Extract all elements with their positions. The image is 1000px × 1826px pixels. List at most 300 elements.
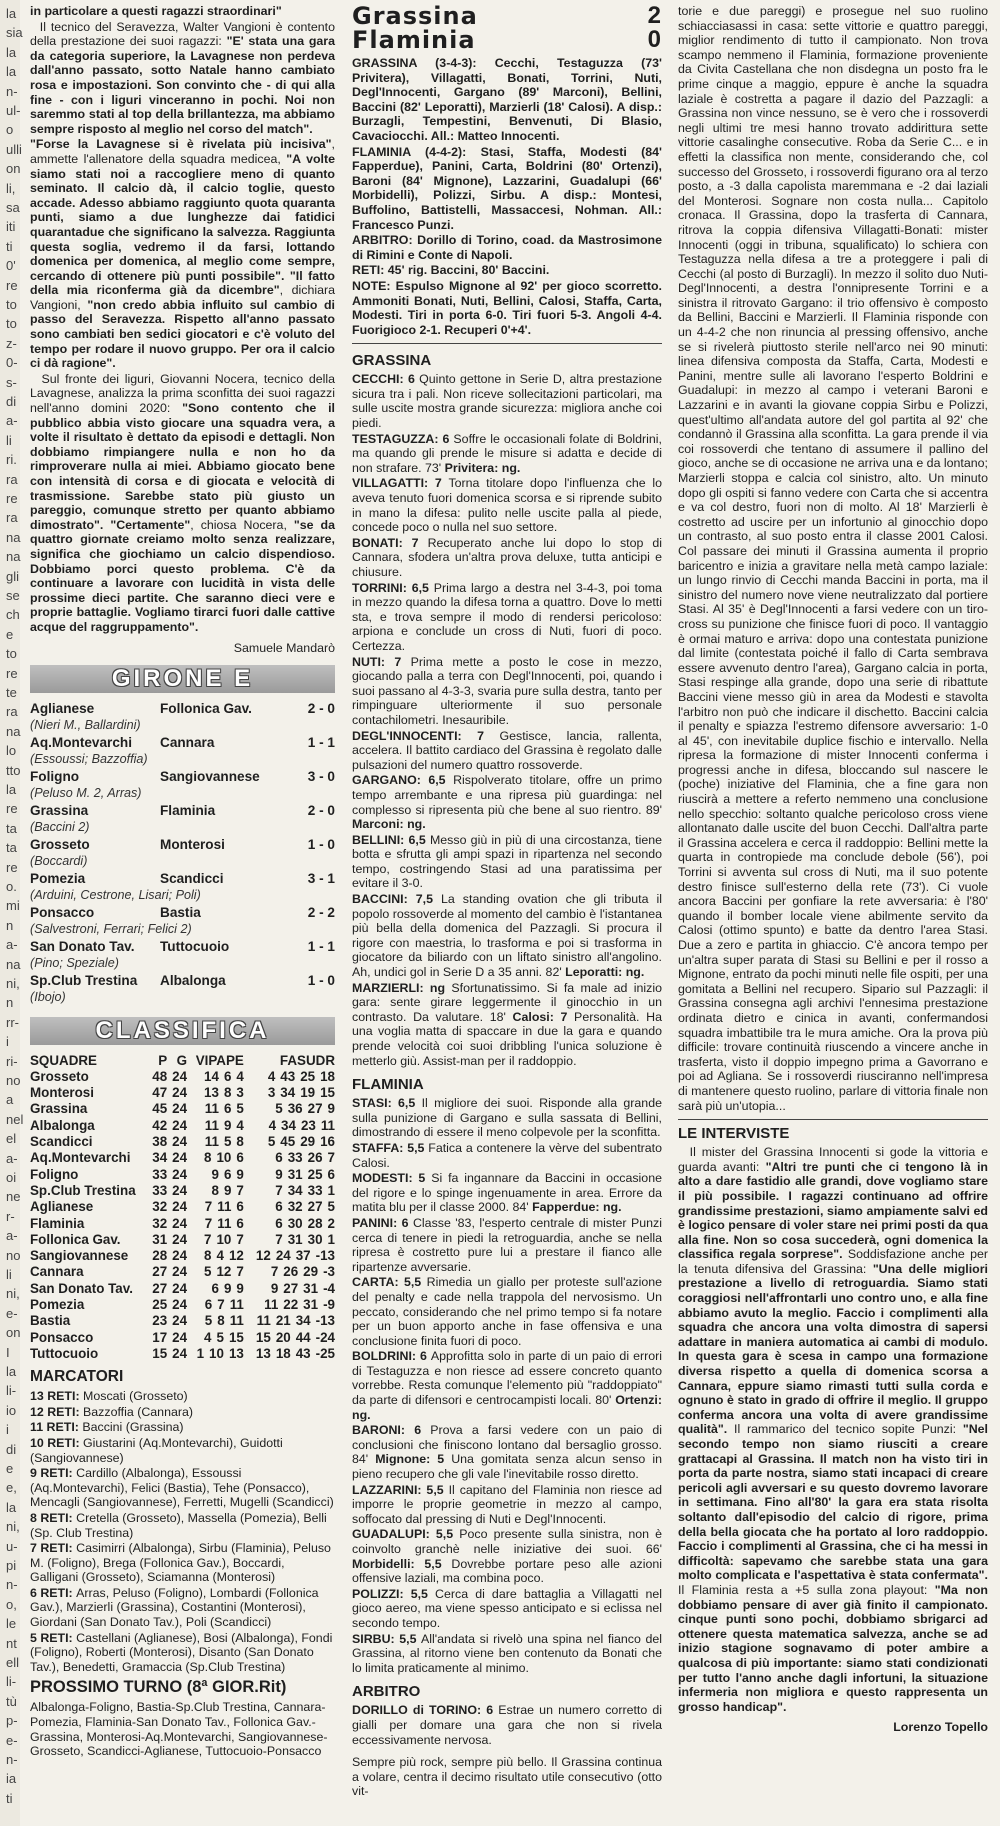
- stat-cell: [244, 1346, 335, 1362]
- stat-value: 7: [204, 1199, 213, 1215]
- player-rating: [352, 1275, 662, 1348]
- result-row: [30, 905, 335, 939]
- marcatori-title: MARCATORI: [30, 1368, 124, 1386]
- gutter-fragment: ni,: [6, 1286, 20, 1302]
- marcatori-goals: 5 RETI:: [30, 1630, 77, 1645]
- result-away: Monterosi: [160, 836, 225, 852]
- stat-value: 22: [283, 1296, 299, 1312]
- gutter-fragment: e: [6, 626, 14, 642]
- stat-cell: [167, 1248, 187, 1264]
- standings-row: [30, 1264, 335, 1280]
- column-left: [30, 4, 335, 1760]
- gutter-fragment: n-: [6, 83, 18, 99]
- stat-value: 13: [204, 1085, 219, 1101]
- gutter-fragment: na: [6, 723, 21, 739]
- rating-body: Cerca di dare battaglia a Villagatti nel gioco aereo, ma viene spesso anticipato e si eclissa nel secondo tempo.: [352, 1586, 662, 1630]
- header-label: A: [287, 1052, 298, 1068]
- stat-value: 11: [204, 1101, 219, 1117]
- stat-value: 31: [152, 1231, 168, 1247]
- stat-cell: [147, 1150, 167, 1166]
- player-rating: [352, 981, 662, 1069]
- result-away: Flaminia: [160, 802, 216, 818]
- standings-row: [30, 1069, 335, 1085]
- stat-value: 25: [152, 1296, 168, 1312]
- rating-tail: Ortenzi: ng.: [352, 1393, 662, 1422]
- stat-value: 5: [204, 1313, 213, 1329]
- stat-cell: [244, 1297, 335, 1313]
- marcatori-goals: 7 RETI:: [30, 1541, 77, 1556]
- marcatori-row: [30, 1405, 335, 1420]
- gutter-fragment: z-: [6, 335, 17, 351]
- stat-cell: [187, 1069, 244, 1085]
- iv-p3-quote: "Nel secondo tempo non siamo riusciti a creare grattacapi al Grassina. Il match non ha visto tiri in porta da parte nostra, siamo stati incapaci di creare pericoli agli avversari e su questo dovremo lavorare in settimana. Fino all'80' la gara era stata risolta soltanto dall'episodio del calcio di rigore, prima della bella giocata che ha portato al loro raddoppio. Faccio i complimenti al Grassina, che ci ha messi in difficoltà: sapevamo che sarebbe stata una gara molto complicata e l'aspettativa è stata confermata".: [678, 1422, 988, 1583]
- stat-value: 24: [275, 1248, 291, 1264]
- stat-cell: [244, 1313, 335, 1329]
- result-score: 2 - 0: [307, 802, 335, 818]
- header-label: G: [176, 1052, 188, 1068]
- stat-value: 10: [216, 1231, 232, 1247]
- stat-value: 23: [152, 1313, 168, 1329]
- rating-body: Recuperato anche lui dopo lo stop di Cannara, sfodera un'altra prova deluxe, tutta anticipi e chiusure.: [352, 535, 662, 579]
- gutter-fragment: li,: [6, 180, 16, 196]
- gutter-fragment: ulli: [6, 141, 22, 157]
- gutter-fragment: ni,: [6, 1519, 20, 1535]
- iv-p1-text: Il mister del Grassina Innocenti si gode la vittoria e guarda avanti:: [678, 1145, 989, 1174]
- result-away: Tuttocuoio: [160, 938, 230, 954]
- stat-value: 28: [307, 1215, 323, 1231]
- rating-tail: Morbidelli: 5,5: [352, 1556, 442, 1571]
- rating-body: Poco presente sulla sinistra, non è coinvolto granchè nelle iniziative dei suoi. 66': [352, 1527, 662, 1556]
- stat-value: 24: [172, 1231, 188, 1247]
- stat-value: 7: [236, 1264, 244, 1280]
- stat-value: 8: [204, 1248, 212, 1264]
- stat-value: -13: [315, 1313, 335, 1329]
- stat-value: 33: [152, 1166, 168, 1182]
- gutter-fragment: lo: [6, 743, 17, 759]
- p2-quote-2: "A volte siamo stati noi a raccogliere meno di quanto seminato. Il calcio dà, il calcio toglie, questo accade. Adesso abbiamo raggiunto quota quaranta punti, siamo a due lunghezze dai fatidici quarantadue che significano la salvezza. Raggiunta questa soglia, vedremo il da farsi, lottando domenica per domenica, al meglio come sempre, cercando di ottenere più punti possibile". "Il fatto della mia riconferma già da dicembre": [30, 151, 336, 298]
- stat-value: 42: [152, 1117, 168, 1133]
- gutter-fragment: te: [6, 685, 17, 700]
- stat-value: 34: [287, 1182, 303, 1198]
- team-name-cell: [30, 1199, 147, 1215]
- gutter-fragment: la: [6, 1364, 17, 1379]
- gutter-fragment: a-: [6, 413, 18, 429]
- stat-cell: [147, 1183, 167, 1199]
- rating-tail: Mignone: 5: [375, 1452, 445, 1467]
- stat-cell: [147, 1118, 167, 1134]
- interviste-text: [678, 1145, 988, 1714]
- prossimo-turno-title: PROSSIMO TURNO (8ª GIOR.Rit): [30, 1678, 287, 1697]
- gutter-fragment: la: [6, 782, 17, 797]
- stat-value: -4: [323, 1280, 335, 1296]
- marcatori-players: Casimirri (Albalonga), Sirbu (Flaminia), Peluso M. (Foligno), Brega (Follonica Gav.), Boccardi, Galligani (Grosseto), Sciamanna (Monterosi): [30, 1541, 331, 1585]
- stat-value: 18: [275, 1345, 291, 1361]
- result-row: [30, 803, 335, 837]
- rating-tail: Privitera: ng.: [444, 460, 521, 475]
- team-name-cell: [30, 1297, 147, 1313]
- result-scorers: (Baccini 2): [30, 819, 90, 834]
- stat-cell: [147, 1101, 167, 1117]
- standings-row: [30, 1134, 335, 1150]
- gutter-fragment: el: [6, 1131, 17, 1147]
- gutter-fragment: nel: [6, 1111, 24, 1127]
- gutter-fragment: se: [6, 588, 20, 603]
- rating-lead: SIRBU: 5,5: [352, 1631, 422, 1646]
- gutter-fragment: no: [6, 1247, 21, 1263]
- stat-value: 29: [300, 1134, 316, 1150]
- standings-row: [30, 1248, 335, 1264]
- stat-value: 24: [172, 1101, 188, 1117]
- stat-value: Bastia: [30, 1313, 71, 1329]
- gutter-fragment: li: [6, 1267, 12, 1282]
- gutter-fragment: na: [6, 529, 21, 545]
- stat-value: 7: [275, 1231, 283, 1247]
- stat-value: Monterosi: [30, 1085, 94, 1101]
- stat-value: 7: [270, 1264, 279, 1280]
- marcatori-players: Cretella (Grosseto), Massella (Pomezia), Belli (Sp. Club Trestina): [30, 1510, 327, 1540]
- p1-text: Il tecnico del Seravezza, Walter Vangioni è contento della prestazione dei suoi ragazzi:: [30, 19, 335, 49]
- stat-cell: [187, 1118, 244, 1134]
- left-gutter: [0, 0, 24, 1826]
- stat-value: 6: [204, 1296, 213, 1312]
- stat-value: 6: [223, 1101, 232, 1117]
- gutter-fragment: n: [6, 995, 14, 1011]
- gutter-fragment: a-: [6, 937, 18, 953]
- rating-body: Il migliore dei suoi. Risponde alla grande sulla punizione di Gargano e sulla sassata di Bellini, dimostrando di essere il meno colpevole per la sconfitta.: [352, 1096, 662, 1140]
- gutter-fragment: la: [6, 1499, 17, 1515]
- stat-cell: [167, 1118, 187, 1134]
- standings-header: [30, 1053, 335, 1069]
- rating-body: La standing ovation che gli tributa il popolo rossoverde al momento del cambio è l'istantanea più bella della domenica del Pazzagli. Si procura il rigore con maestria, lo trasforma e poi si trasforma in giocatore da biliardo con un liftato sinistro all'angolino. Ah, undici gol in Serie D a 35 anni. 82': [352, 892, 662, 980]
- marcatori-row: [30, 1389, 335, 1404]
- gutter-fragment: u-: [6, 1538, 18, 1554]
- stat-cell: [147, 1134, 167, 1150]
- result-away: Bastia: [160, 904, 201, 920]
- stat-value: 5: [216, 1329, 224, 1345]
- rating-lead: TESTAGUZZA: 6: [352, 431, 454, 446]
- gutter-fragment: iti: [6, 219, 16, 235]
- result-home: Aq.Montevarchi: [30, 734, 132, 750]
- stat-cell: [244, 1248, 335, 1264]
- stat-cell: [187, 1085, 244, 1101]
- header-label: PE: [225, 1052, 244, 1068]
- rating-lead: BONATI: 7: [352, 535, 428, 550]
- marcatori-goals: 6 RETI:: [30, 1585, 77, 1600]
- standings-row: [30, 1150, 335, 1166]
- marcatori-row: [30, 1420, 335, 1435]
- rating-lead: BARONI: 6: [352, 1423, 431, 1438]
- rating-body: Prova a farsi vedere con un paio di conclusioni che finiscono lontano dal bersaglio grosso. 84': [352, 1423, 662, 1467]
- result-row: [30, 837, 335, 871]
- result-away: Sangiovannese: [160, 768, 260, 784]
- stat-cell: [167, 1150, 187, 1166]
- gutter-fragment: ri-: [6, 1053, 18, 1069]
- result-score: 1 - 0: [307, 836, 335, 852]
- stat-cell: [167, 1330, 187, 1346]
- stat-value: 24: [172, 1150, 188, 1166]
- stat-cell: [167, 1069, 187, 1085]
- stat-cell: [167, 1313, 187, 1329]
- result-row: [30, 701, 335, 735]
- stat-value: Sangiovannese: [30, 1248, 129, 1264]
- team-name-cell: [30, 1101, 147, 1117]
- player-rating: [352, 1349, 662, 1422]
- rating-body: Prima mette a posto le cose in mezzo, giocando palla a terra con Degl'Innocenti, poi, quando i suoi passano al 4-3-3, svaria pure sulla destra, tanto per rimpinguare ulteriormente il suo personale contachilometri. Inesauribile.: [352, 654, 662, 727]
- stat-value: 11: [217, 1199, 232, 1215]
- stat-value: 15: [255, 1329, 271, 1345]
- rating-lead: CARTA: 5,5: [352, 1275, 427, 1290]
- marcatori-goals: 12 RETI:: [30, 1404, 84, 1419]
- stat-cell: [147, 1216, 167, 1232]
- gutter-fragment: ra: [6, 704, 18, 720]
- column-middle: [352, 4, 662, 1800]
- stat-cell: [167, 1101, 187, 1117]
- gutter-fragment: to: [6, 297, 17, 312]
- stat-cell: [147, 1069, 167, 1085]
- girone-banner: GIRONE E: [30, 665, 335, 693]
- author-signature: Samuele Mandarò: [233, 640, 335, 655]
- standings-row: [30, 1118, 335, 1134]
- result-away: Scandicci: [160, 870, 224, 886]
- stat-value: 12: [228, 1248, 244, 1264]
- stat-value: 43: [280, 1068, 296, 1084]
- player-rating: [352, 536, 662, 580]
- player-rating: [352, 833, 662, 891]
- stat-value: 27: [307, 1199, 323, 1215]
- stat-value: 4: [236, 1068, 244, 1084]
- stat-value: 32: [152, 1215, 168, 1231]
- gutter-fragment: re: [6, 491, 18, 506]
- stat-value: 5: [223, 1134, 232, 1150]
- player-rating: [352, 773, 662, 831]
- stat-value: 31: [303, 1280, 319, 1296]
- gutter-fragment: di: [6, 1441, 17, 1457]
- stat-value: 10: [216, 1150, 232, 1166]
- player-rating: [352, 476, 662, 534]
- gutter-fragment: li-: [6, 1383, 17, 1399]
- stat-value: 24: [172, 1345, 188, 1361]
- interviste-title: LE INTERVISTE: [678, 1125, 790, 1143]
- rating-lead: CECCHI: 6: [352, 372, 420, 387]
- stat-cell: [147, 1232, 167, 1248]
- gutter-fragment: li: [6, 432, 12, 448]
- standings-row: [30, 1330, 335, 1346]
- prossimo-turno-text: Albalonga-Foligno, Bastia-Sp.Club Trestina, Cannara-Pomezia, Flaminia-San Donato Tav., Follonica Gav.-Grassina, Monterosi-Aq.Montevarchi, Sangiovannese-Grosseto, Scandicci-Aglianese, Tuttocuoio-Ponsacco: [30, 1700, 328, 1759]
- team-name-cell: [30, 1150, 147, 1166]
- arbitro-rating-lead: DORILLO di TORINO: 6: [352, 1703, 499, 1718]
- stat-value: 1: [196, 1345, 205, 1361]
- stat-cell: [244, 1330, 335, 1346]
- rating-body: Messo giù in più di una circostanza, tiene botta e sfrutta gli ampi spazi in ripartenza nel secondo tempo, costringendo Stasi ad una paratissima per evitare il 3-0.: [352, 832, 662, 891]
- rating-lead: MARZIERLI: ng: [352, 980, 452, 995]
- gutter-fragment: i: [6, 1034, 9, 1050]
- marcatori-row: [30, 1631, 335, 1675]
- stat-value: 6: [236, 1199, 244, 1215]
- stat-value: 8: [223, 1085, 232, 1101]
- intro-line: in particolare a questi ragazzi straordinari": [30, 4, 282, 18]
- marcatori-row: [30, 1586, 335, 1630]
- team-name-cell: [30, 1167, 147, 1183]
- gutter-fragment: o.: [6, 879, 17, 894]
- result-score: 1 - 1: [307, 734, 335, 750]
- gutter-fragment: ia: [6, 1771, 17, 1787]
- team-name-cell: [30, 1232, 147, 1248]
- stat-value: 32: [152, 1199, 168, 1215]
- stat-value: 5: [267, 1134, 276, 1150]
- stat-value: 27: [307, 1101, 323, 1117]
- stat-value: 11: [320, 1117, 335, 1133]
- stat-value: 27: [152, 1264, 168, 1280]
- stat-value: -3: [323, 1264, 335, 1280]
- player-rating: [352, 892, 662, 980]
- stat-value: 26: [307, 1150, 323, 1166]
- player-rating: [352, 729, 662, 773]
- player-rating: [352, 1632, 662, 1676]
- stat-value: 8: [217, 1313, 225, 1329]
- stat-value: 30: [307, 1231, 323, 1247]
- stat-value: 30: [287, 1215, 303, 1231]
- result-score: 1 - 1: [307, 938, 335, 954]
- header-label: P: [158, 1052, 168, 1068]
- stat-value: -24: [315, 1329, 335, 1345]
- stat-cell: [244, 1281, 335, 1297]
- team-name-cell: [30, 1330, 147, 1346]
- stat-value: 24: [172, 1296, 188, 1312]
- stat-value: 7: [275, 1182, 283, 1198]
- gutter-fragment: p-: [6, 1713, 18, 1729]
- stat-value: 34: [281, 1117, 296, 1133]
- p3-text-2: , chiosa Nocera,: [190, 517, 294, 532]
- stat-cell: [244, 1216, 335, 1232]
- gutter-fragment: na: [6, 956, 21, 972]
- stat-value: -13: [315, 1248, 335, 1264]
- rating-lead: DEGL'INNOCENTI: 7: [352, 728, 500, 743]
- rating-after: Una gomitata senza alcun senso in pieno recupero che gli vale l'inevitabile rosso diretto.: [352, 1452, 663, 1482]
- rating-body: Si fa ingannare da Baccini in occasione del rigore e lo spinge ingenuamente in area. Errore da matita blu per il classe 2000. 84': [352, 1171, 662, 1215]
- stat-value: Grassina: [30, 1101, 88, 1117]
- header-label: SU: [297, 1052, 316, 1068]
- standings-header-cell: [187, 1053, 244, 1069]
- stat-cell: [167, 1264, 187, 1280]
- lineup-home: GRASSINA (3-4-3): Cecchi, Testaguzza (73' Privitera), Villagatti, Bonati, Torrini, Nuti, Degl'Innocenti, Gargano (89' Marconi), Bellini, Baccini (82' Leporatti), Marzierli (18' Calosi). A disp.: Burzagli, Tempestini, Benvenuti, Di Blasio, Cavaciocchi. All.: Matteo Innocenti.: [352, 56, 662, 143]
- player-rating: [352, 1096, 662, 1140]
- stat-value: 36: [287, 1101, 303, 1117]
- stat-value: 4: [268, 1117, 277, 1133]
- gutter-fragment: to: [6, 316, 17, 332]
- gutter-fragment: oi: [6, 1170, 17, 1185]
- grassina-ratings-title: GRASSINA: [352, 352, 432, 370]
- gutter-fragment: la: [6, 44, 17, 60]
- stat-cell: [244, 1264, 335, 1280]
- team-name-cell: [30, 1118, 147, 1134]
- note-line: NOTE: Espulso Mignone al 92' per gioco scorretto. Ammoniti Bonati, Nuti, Bellini, Calosi, Staffa, Carta, Modesti. Tiri in porta 6-0. Tiri fuori 5-3. Angoli 4-4. Fuorigioco 2-1. Recuperi 0'+4'.: [352, 278, 662, 337]
- stat-cell: [187, 1313, 244, 1329]
- stat-cell: [244, 1167, 335, 1183]
- stat-value: 24: [172, 1215, 188, 1231]
- p1-quote: "E' stata una gara da categoria superiore, la Lavagnese non perdeva dall'anno passato, sotto Natale hanno cambiato rosa e impostazioni. Son convinto che - di qui alla fine - con i liguri vinceranno in pochi. Noi non saremmo stati al top della brillantezza, ma abbiamo sempre risposto al meglio nel corso del match".: [30, 34, 335, 136]
- p3-quote-1: "Sono contento che il pubblico abbia visto giocare una squadra vera, a volte il risultato è dettato da episodi e dettagli. Non dobbiamo rimpiangere nulla e non ho da rimproverare nulla ai miei. Abbiamo giocato bene con intensità di corsa e di giocata e velocità di trasmissione. Sarebbe stato più giusto un pareggio, comunque stretto per quanto abbiamo dimostrato". "Certamente": [30, 401, 335, 532]
- stat-value: 31: [303, 1296, 319, 1312]
- stat-value: 4: [267, 1068, 276, 1084]
- team-name-cell: [30, 1085, 147, 1101]
- stat-value: 31: [287, 1166, 303, 1182]
- result-home: Sp.Club Trestina: [30, 972, 138, 988]
- stat-cell: [244, 1199, 335, 1215]
- team-name-cell: [30, 1346, 147, 1362]
- gutter-fragment: 0': [6, 258, 16, 274]
- standings-row: [30, 1232, 335, 1248]
- stat-value: 24: [172, 1329, 188, 1345]
- gutter-fragment: ul-: [6, 103, 21, 118]
- rating-lead: GUADALUPI: 5,5: [352, 1527, 460, 1542]
- lineup-away: FLAMINIA (4-4-2): Stasi, Staffa, Modesti (84' Fapperdue), Panini, Carta, Boldrini (80' Ortenzi), Baroni (84' Mignone), Lazzarini, Guadalupi (66' Morbidelli), Polizzi, Sirbu. A disp.: Montesi, Buffolino, Battistelli, Massaccesi, Nohman. All.: Francesco Punzi.: [352, 144, 662, 232]
- stat-value: 45: [280, 1134, 296, 1150]
- rating-lead: LAZZARINI: 5,5: [352, 1482, 449, 1497]
- stat-value: 3: [267, 1085, 276, 1101]
- stat-value: 13: [228, 1345, 244, 1361]
- rating-lead: POLIZZI: 5,5: [352, 1586, 436, 1601]
- player-rating: [352, 1171, 662, 1215]
- stat-cell: [147, 1167, 167, 1183]
- vangioni-paragraph: [30, 137, 335, 371]
- stat-cell: [167, 1085, 187, 1101]
- stat-value: 4: [236, 1117, 244, 1133]
- result-scorers: (Boccardi): [30, 853, 88, 868]
- stat-value: Aglianese: [30, 1199, 94, 1215]
- stat-value: Ponsacco: [30, 1329, 94, 1345]
- rating-body: Rispolverato titolare, offre un primo tempo arrembante e una ripresa più guardinga: nel complesso si ripresenta più che bene al suo rientro. 89': [352, 773, 662, 817]
- home-team-name: Grassina: [352, 2, 478, 30]
- gutter-fragment: 0-: [6, 355, 18, 371]
- rating-body: Approfitta solo in parte di un paio di errori di Testaguzza e non riesce ad essere concreto quanto vorrebbe. Resta comunque l'elemento più "raddoppiato" da parte di difensori e centrocampisti locali. 80': [352, 1349, 662, 1408]
- reti-line: RETI: 45' rig. Baccini, 80' Baccini.: [352, 263, 550, 278]
- result-score: 2 - 0: [307, 700, 335, 716]
- author-signature-2: Lorenzo Topello: [893, 1720, 988, 1735]
- rating-lead: PANINI: 6: [352, 1215, 413, 1230]
- home-score: 2: [647, 2, 662, 29]
- stat-cell: [147, 1248, 167, 1264]
- team-name-cell: [30, 1248, 147, 1264]
- gutter-fragment: n-: [6, 1752, 18, 1767]
- stat-value: Albalonga: [30, 1117, 95, 1133]
- stat-value: 24: [172, 1182, 188, 1198]
- rating-after: Personalità. Ha una voglia matta di spaccare in due la gara e quando prende velocità coi suoi dribbling l'unica soluzione è metterlo giù. Assist-man per il raddoppio.: [352, 1009, 662, 1068]
- stat-value: 2: [327, 1215, 335, 1231]
- stat-value: 7: [217, 1296, 225, 1312]
- stat-value: 6: [327, 1166, 335, 1182]
- team-name-cell: [30, 1264, 147, 1280]
- marcatori-row: [30, 1436, 335, 1465]
- marcatori-row: [30, 1511, 335, 1540]
- gutter-fragment: re: [6, 665, 18, 681]
- rating-lead: TORRINI: 6,5: [352, 580, 434, 595]
- result-away: Cannara: [160, 734, 215, 750]
- stat-cell: [187, 1183, 244, 1199]
- rating-lead: VILLAGATTI: 7: [352, 476, 449, 491]
- rating-body: Prima largo a destra nel 3-4-3, poi toma in mezzo quando la difesa torna a quattro. Dove lo metti sta, e trova sempre il modo di rendersi pericoloso: arpiona e conclude un cross di Nuti, fuori di poco. Certezza.: [352, 580, 662, 653]
- stat-value: Scandicci: [30, 1134, 93, 1150]
- stat-cell: [167, 1297, 187, 1313]
- seravezza-paragraph: [30, 20, 335, 137]
- result-away: Follonica Gav.: [160, 700, 252, 716]
- stat-value: 24: [172, 1134, 188, 1150]
- stat-value: 33: [307, 1182, 323, 1198]
- gutter-fragment: on: [6, 161, 21, 177]
- player-rating: [352, 1141, 662, 1170]
- rating-lead: STAFFA: 5,5: [352, 1140, 429, 1155]
- stat-value: 11: [217, 1215, 232, 1231]
- standings-row: [30, 1216, 335, 1232]
